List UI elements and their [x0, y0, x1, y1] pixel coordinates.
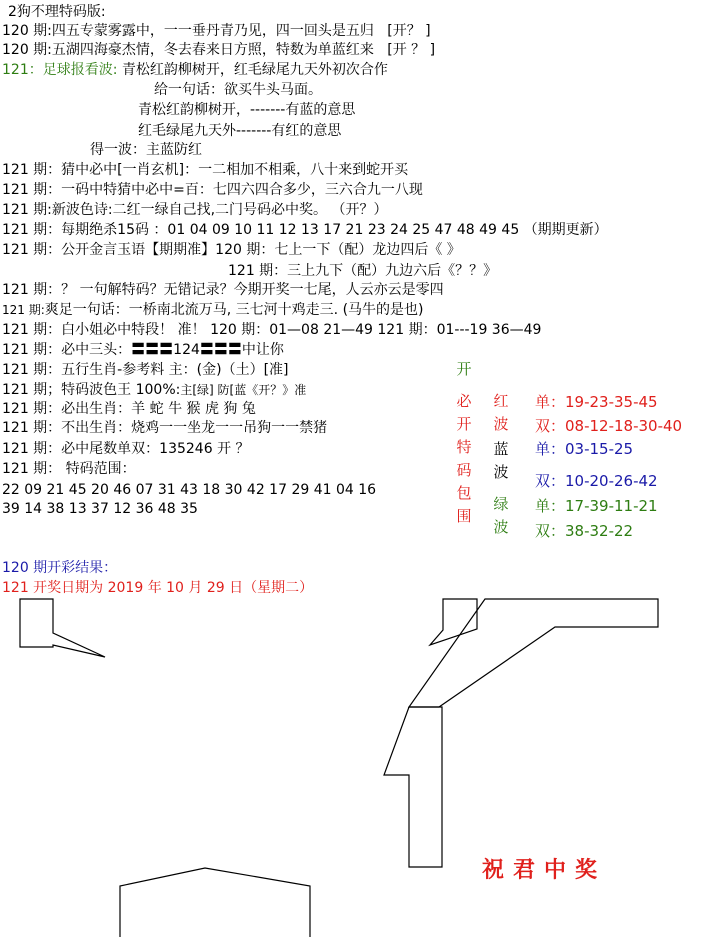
- slanted-bar: [409, 599, 658, 707]
- wave-name-red: 红波: [493, 392, 509, 433]
- result-title: 120 期开彩结果：: [2, 560, 118, 576]
- page-title: 2狗不理特码版:: [8, 4, 106, 20]
- wave-red-odd: 单：19-23-35-45: [535, 393, 658, 411]
- line-8: 121 期：猜中必中[一肖玄机]：一二相加不相乘，八十来到蛇开买: [2, 162, 409, 178]
- line-5: 青松红韵柳树开，-------有蓝的意思: [138, 102, 356, 118]
- next-draw-date: 121 开奖日期为 2019 年 10 月 29 日（星期二）: [2, 580, 314, 596]
- wave-green-odd: 单：17-39-11-21: [535, 497, 658, 515]
- line-10: 121 期:新波色诗:二红一绿自己找,二门号码必中奖。 （开？）: [2, 202, 388, 218]
- callout-box-small: [430, 599, 477, 645]
- line-16: 121 期：白小姐必中特段！ 准！ 120 期：01—08 21—49 121 期：01---19 36—49: [2, 322, 542, 338]
- wave-green-even: 双：38-32-22: [535, 522, 634, 540]
- wave-name-green: 绿波: [493, 495, 509, 536]
- line-23: 121 期： 特码范围：: [2, 461, 136, 477]
- callout-box-left: [20, 599, 105, 657]
- line-9: 121 期：一码中特猜中必中=百：七四六四合多少，三六合九一八现: [2, 182, 423, 198]
- bottom-outline: [120, 868, 310, 937]
- line-15: 121 期:爽足一句话：一桥南北流万马, 三七河十鸡走三. (马牛的是也): [2, 302, 424, 318]
- side-label: 必开特码包围: [456, 392, 472, 525]
- range-numbers-1: 22 09 21 45 20 46 07 31 43 18 30 42 17 29 41 04 16: [2, 482, 377, 498]
- line-7: 得一波：主蓝防红: [90, 142, 202, 158]
- line-3: 121：足球报看波: 青松红韵柳树开，红毛绿尾九天外初次合作: [2, 62, 388, 78]
- line-14: 121 期：？ 一句解特码？无错记录？今期开奖一七尾，人云亦云是零四: [2, 282, 444, 298]
- line-19: 121 期；特码波色王 100%:主[绿] 防[蓝《开？》准: [2, 382, 307, 398]
- line-12: 121 期：公开金言玉语【期期准】120 期：七上一下（配）龙边四后《 》: [2, 242, 461, 258]
- vertical-bar: [384, 707, 442, 867]
- wave-blue-odd: 单：03-15-25: [535, 440, 634, 458]
- good-luck-banner: 祝君中奖: [482, 857, 607, 883]
- wave-name-blue: 蓝波: [493, 440, 509, 481]
- line-6: 红毛绿尾九天外-------有红的意思: [138, 123, 342, 139]
- line-13: 121 期：三上九下（配）九边六后《？？》: [228, 263, 498, 279]
- line-18: 121 期：五行生肖-参考料 主：(金)（土）[准]: [2, 362, 289, 378]
- line-1: 120 期:四五专蒙雾露中，一一垂丹青乃见，四一回头是五归 [开？ ]: [2, 23, 431, 39]
- line-17: 121 期：必中三头：〓〓〓124〓〓〓中让你: [2, 342, 284, 358]
- line-11: 121 期：每期绝杀15码 ：01 04 09 10 11 12 13 17 21 23 24 25 47 48 49 45 （期期更新）: [2, 222, 608, 238]
- line-21: 121 期：不出生肖：烧鸡一一坐龙一一吊狗一一禁猪: [2, 420, 328, 436]
- line-4: 给一句话：欲买牛头马面。: [154, 82, 322, 98]
- side-open: 开: [456, 360, 472, 378]
- wave-red-even: 双：08-12-18-30-40: [535, 417, 683, 435]
- range-numbers-2: 39 14 38 13 37 12 36 48 35: [2, 501, 198, 517]
- wave-blue-even: 双：10-20-26-42: [535, 472, 658, 490]
- line-22: 121 期：必中尾数单双：135246 开 ？: [2, 441, 250, 457]
- line-20: 121 期：必出生肖：羊 蛇 牛 猴 虎 狗 兔: [2, 401, 256, 417]
- line-2: 120 期:五湖四海豪杰情，冬去春来日方照，特数为单蓝红来 [开 ？ ]: [2, 42, 436, 58]
